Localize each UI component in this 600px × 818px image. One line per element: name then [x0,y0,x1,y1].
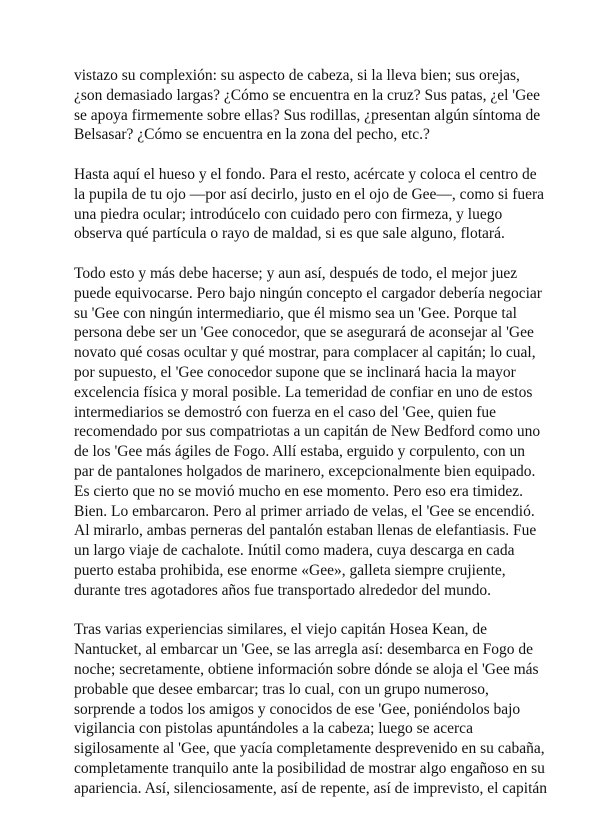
text-line: Belsasar? ¿Cómo se encuentra en la zona del pecho, etc.? [74,126,430,144]
text-line: durante tres agotadores años fue transportado alrededor del mundo. [74,581,492,599]
text-line: un largo viaje de cachalote. Inútil como madera, cuya descarga en cada [74,542,515,560]
text-line: una piedra ocular; introdúcelo con cuidado pero con firmeza, y luego [74,205,503,223]
text-line: Tras varias experiencias similares, el viejo capitán Hosea Kean, de [74,621,488,639]
text-line: vigilancia con pistolas apuntándoles a la cabeza; luego se acerca [74,720,473,738]
text-line: novato qué cosas ocultar y qué mostrar, para complacer al capitán; lo cual, [74,344,536,362]
text-line: apariencia. Así, silenciosamente, así de repente, así de imprevisto, el capitán [74,779,548,797]
text-line: puede equivocarse. Pero bajo ningún concepto el cargador debería negociar [74,284,542,302]
text-line: ¿son demasiado largas? ¿Cómo se encuentra en la cruz? Sus patas, ¿el 'Gee [74,86,541,104]
text-line: Hasta aquí el hueso y el fondo. Para el resto, acércate y coloca el centro de [74,165,537,183]
text-line: excelencia física y moral posible. La temeridad de confiar en uno de estos [74,383,533,401]
text-line: Al mirarlo, ambas perneras del pantalón estaban llenas de elefantiasis. Fue [74,522,537,540]
document-page [74,66,548,818]
text-line: par de pantalones holgados de marinero, excepcionalmente bien equipado. [74,462,536,480]
text-line: vistazo su complexión: su aspecto de cabeza, si la lleva bien; sus orejas, [74,67,520,84]
paragraph-3 [74,264,542,601]
text-line: sigilosamente al 'Gee, que yacía completamente desprevenido en su cabaña, [74,740,545,758]
text-line: recomendado por sus compatriotas a un capitán de New Bedford como uno [74,423,541,441]
paragraph-2 [74,165,545,244]
text-line: puerto estaba prohibida, ese enorme «Gee», galleta siempre crujiente, [74,561,506,579]
paragraph-4 [74,620,548,798]
text-line: completamente tranquilo ante la posibilidad de mostrar algo engañoso en su [74,759,545,777]
text-line: Todo esto y más debe hacerse; y aun así, después de todo, el mejor juez [74,264,518,282]
text-line: intermediarios se demostró con fuerza en el caso del 'Gee, quien fue [74,403,496,421]
paragraph-1 [74,66,541,145]
text-line: persona debe ser un 'Gee conocedor, que se asegurará de aconsejar al 'Gee [74,324,534,342]
text-line: sorprende a todos los amigos y conocidos de ese 'Gee, poniéndolos bajo [74,700,521,718]
text-line: se apoya firmemente sobre ellas? Sus rodillas, ¿presentan algún síntoma de [74,106,541,124]
text-line: probable que desee embarcar; tras lo cual, con un grupo numeroso, [74,680,489,698]
text-line: Bien. Lo embarcaron. Pero al primer arriado de velas, el 'Gee se encendió. [74,502,535,520]
text-line: de los 'Gee más ágiles de Fogo. Allí estaba, erguido y corpulento, con un [74,443,526,461]
text-line: su 'Gee con ningún intermediario, que él mismo sea un 'Gee. Porque tal [74,304,517,322]
text-line: por supuesto, el 'Gee conocedor supone que se inclinará hacia la mayor [74,363,516,381]
text-line: la pupila de tu ojo —por así decirlo, justo en el ojo de Gee—, como si fuera [74,185,545,203]
text-line: observa qué partícula o rayo de maldad, si es que sale alguno, flotará. [74,225,505,243]
text-line: Nantucket, al embarcar un 'Gee, se las arregla así: desembarca en Fogo de [74,641,533,659]
text-line: noche; secretamente, obtiene información sobre dónde se aloja el 'Gee más [74,660,539,678]
text-line: Es cierto que no se movió mucho en ese momento. Pero eso era timidez. [74,482,523,500]
